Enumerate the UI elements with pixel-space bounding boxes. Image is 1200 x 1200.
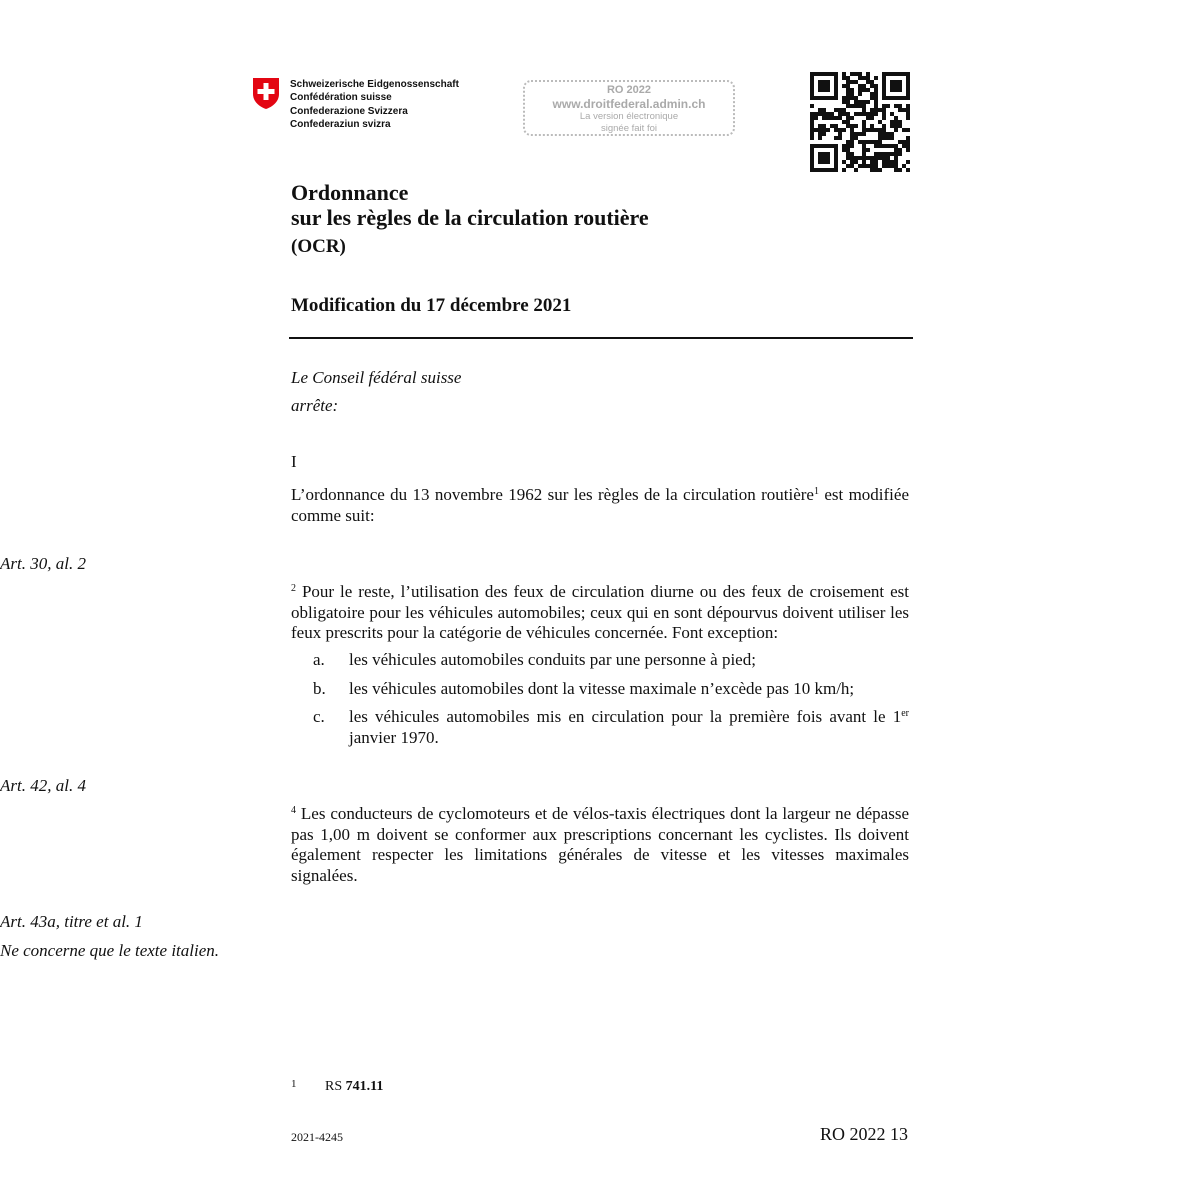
footnote-number: 1 <box>291 1078 297 1090</box>
section-number: I <box>291 452 297 471</box>
article-heading-43a: Art. 43a, titre et al. 1 <box>0 912 143 931</box>
preamble-council: Le Conseil fédéral suisse <box>291 368 462 387</box>
intro-text: L’ordonnance du 13 novembre 1962 sur les règles de la circulation routière <box>291 485 814 504</box>
article-30-paragraph <box>291 582 909 644</box>
list-text-end: janvier 1970. <box>349 727 439 747</box>
title-line1: Ordonnance <box>291 180 409 205</box>
list-text-start: les véhicules automobiles mis en circulation pour la première fois avant le 1 <box>349 707 902 726</box>
modification-date: Modification du 17 décembre 2021 <box>291 295 572 316</box>
list-text <box>349 707 909 748</box>
federation-name-fr: Confédération suisse <box>290 92 392 104</box>
document-title <box>291 180 649 230</box>
intro-paragraph <box>291 485 909 526</box>
official-compilation-ref: RO 2022 13 <box>820 1124 909 1144</box>
title-abbreviation: (OCR) <box>291 236 346 257</box>
electronic-signature-stamp <box>523 80 735 136</box>
article-30-text: Pour le reste, l’utilisation des feux de circulation diurne ou des feux de croisement est obligatoire pour les véhicules automobiles; ceux qui en sont dépourvus doivent utiliser les feux prescrits pour la catégorie de véhicules concernée. Font exception: <box>291 582 909 642</box>
footnote-reference[interactable]: 1 <box>813 486 819 497</box>
article-42-paragraph <box>291 804 909 886</box>
list-text: les véhicules automobiles dont la vitesse maximale n’excède pas 10 km/h; <box>349 679 855 698</box>
federation-name-rm: Confederaziun svizra <box>290 118 391 130</box>
stamp-line1: RO 2022 <box>606 84 652 96</box>
stamp-line3: La version électronique <box>579 111 679 122</box>
federation-name-it: Confederazione Svizzera <box>290 105 408 117</box>
ordinal-suffix: er <box>901 708 909 719</box>
document-number: 2021-4245 <box>291 1130 343 1144</box>
list-text: les véhicules automobiles conduits par une personne à pied; <box>349 650 756 669</box>
swiss-cross-shield-icon <box>252 77 280 110</box>
list-marker: b. <box>313 679 326 698</box>
stamp-line4: signée fait foi <box>601 123 657 134</box>
footnote <box>291 1078 383 1095</box>
federation-names <box>290 78 459 131</box>
footnote-prefix: RS <box>325 1079 346 1094</box>
article-42-text: Les conducteurs de cyclomoteurs et de vélos-taxis électriques dont la largeur ne dépasse pas 1,00 m doivent se conformer aux prescriptions concernant les cyclistes. Ils doivent également respecter les limitations générales de vitesse et les vitesses maximales signalées. <box>291 804 909 885</box>
title-divider <box>289 337 913 339</box>
paragraph-number: 2 <box>291 583 296 594</box>
paragraph-number: 4 <box>291 805 296 816</box>
list-marker: a. <box>313 650 325 669</box>
article-43a-note: Ne concerne que le texte italien. <box>0 941 220 960</box>
intro-text-end: est modifiée comme suit: <box>291 485 909 525</box>
footnote-ref-number[interactable]: 741.11 <box>345 1079 384 1094</box>
qr-code-icon <box>810 72 910 172</box>
list-marker: c. <box>313 707 325 726</box>
preamble-decree: arrête: <box>291 396 339 415</box>
article-heading-42: Art. 42, al. 4 <box>0 776 86 795</box>
article-heading-30: Art. 30, al. 2 <box>0 554 86 573</box>
title-line2: sur les règles de la circulation routière <box>291 205 649 230</box>
federation-name-de: Schweizerische Eidgenossenschaft <box>290 79 459 90</box>
stamp-url[interactable]: www.droitfederal.admin.ch <box>552 97 706 111</box>
